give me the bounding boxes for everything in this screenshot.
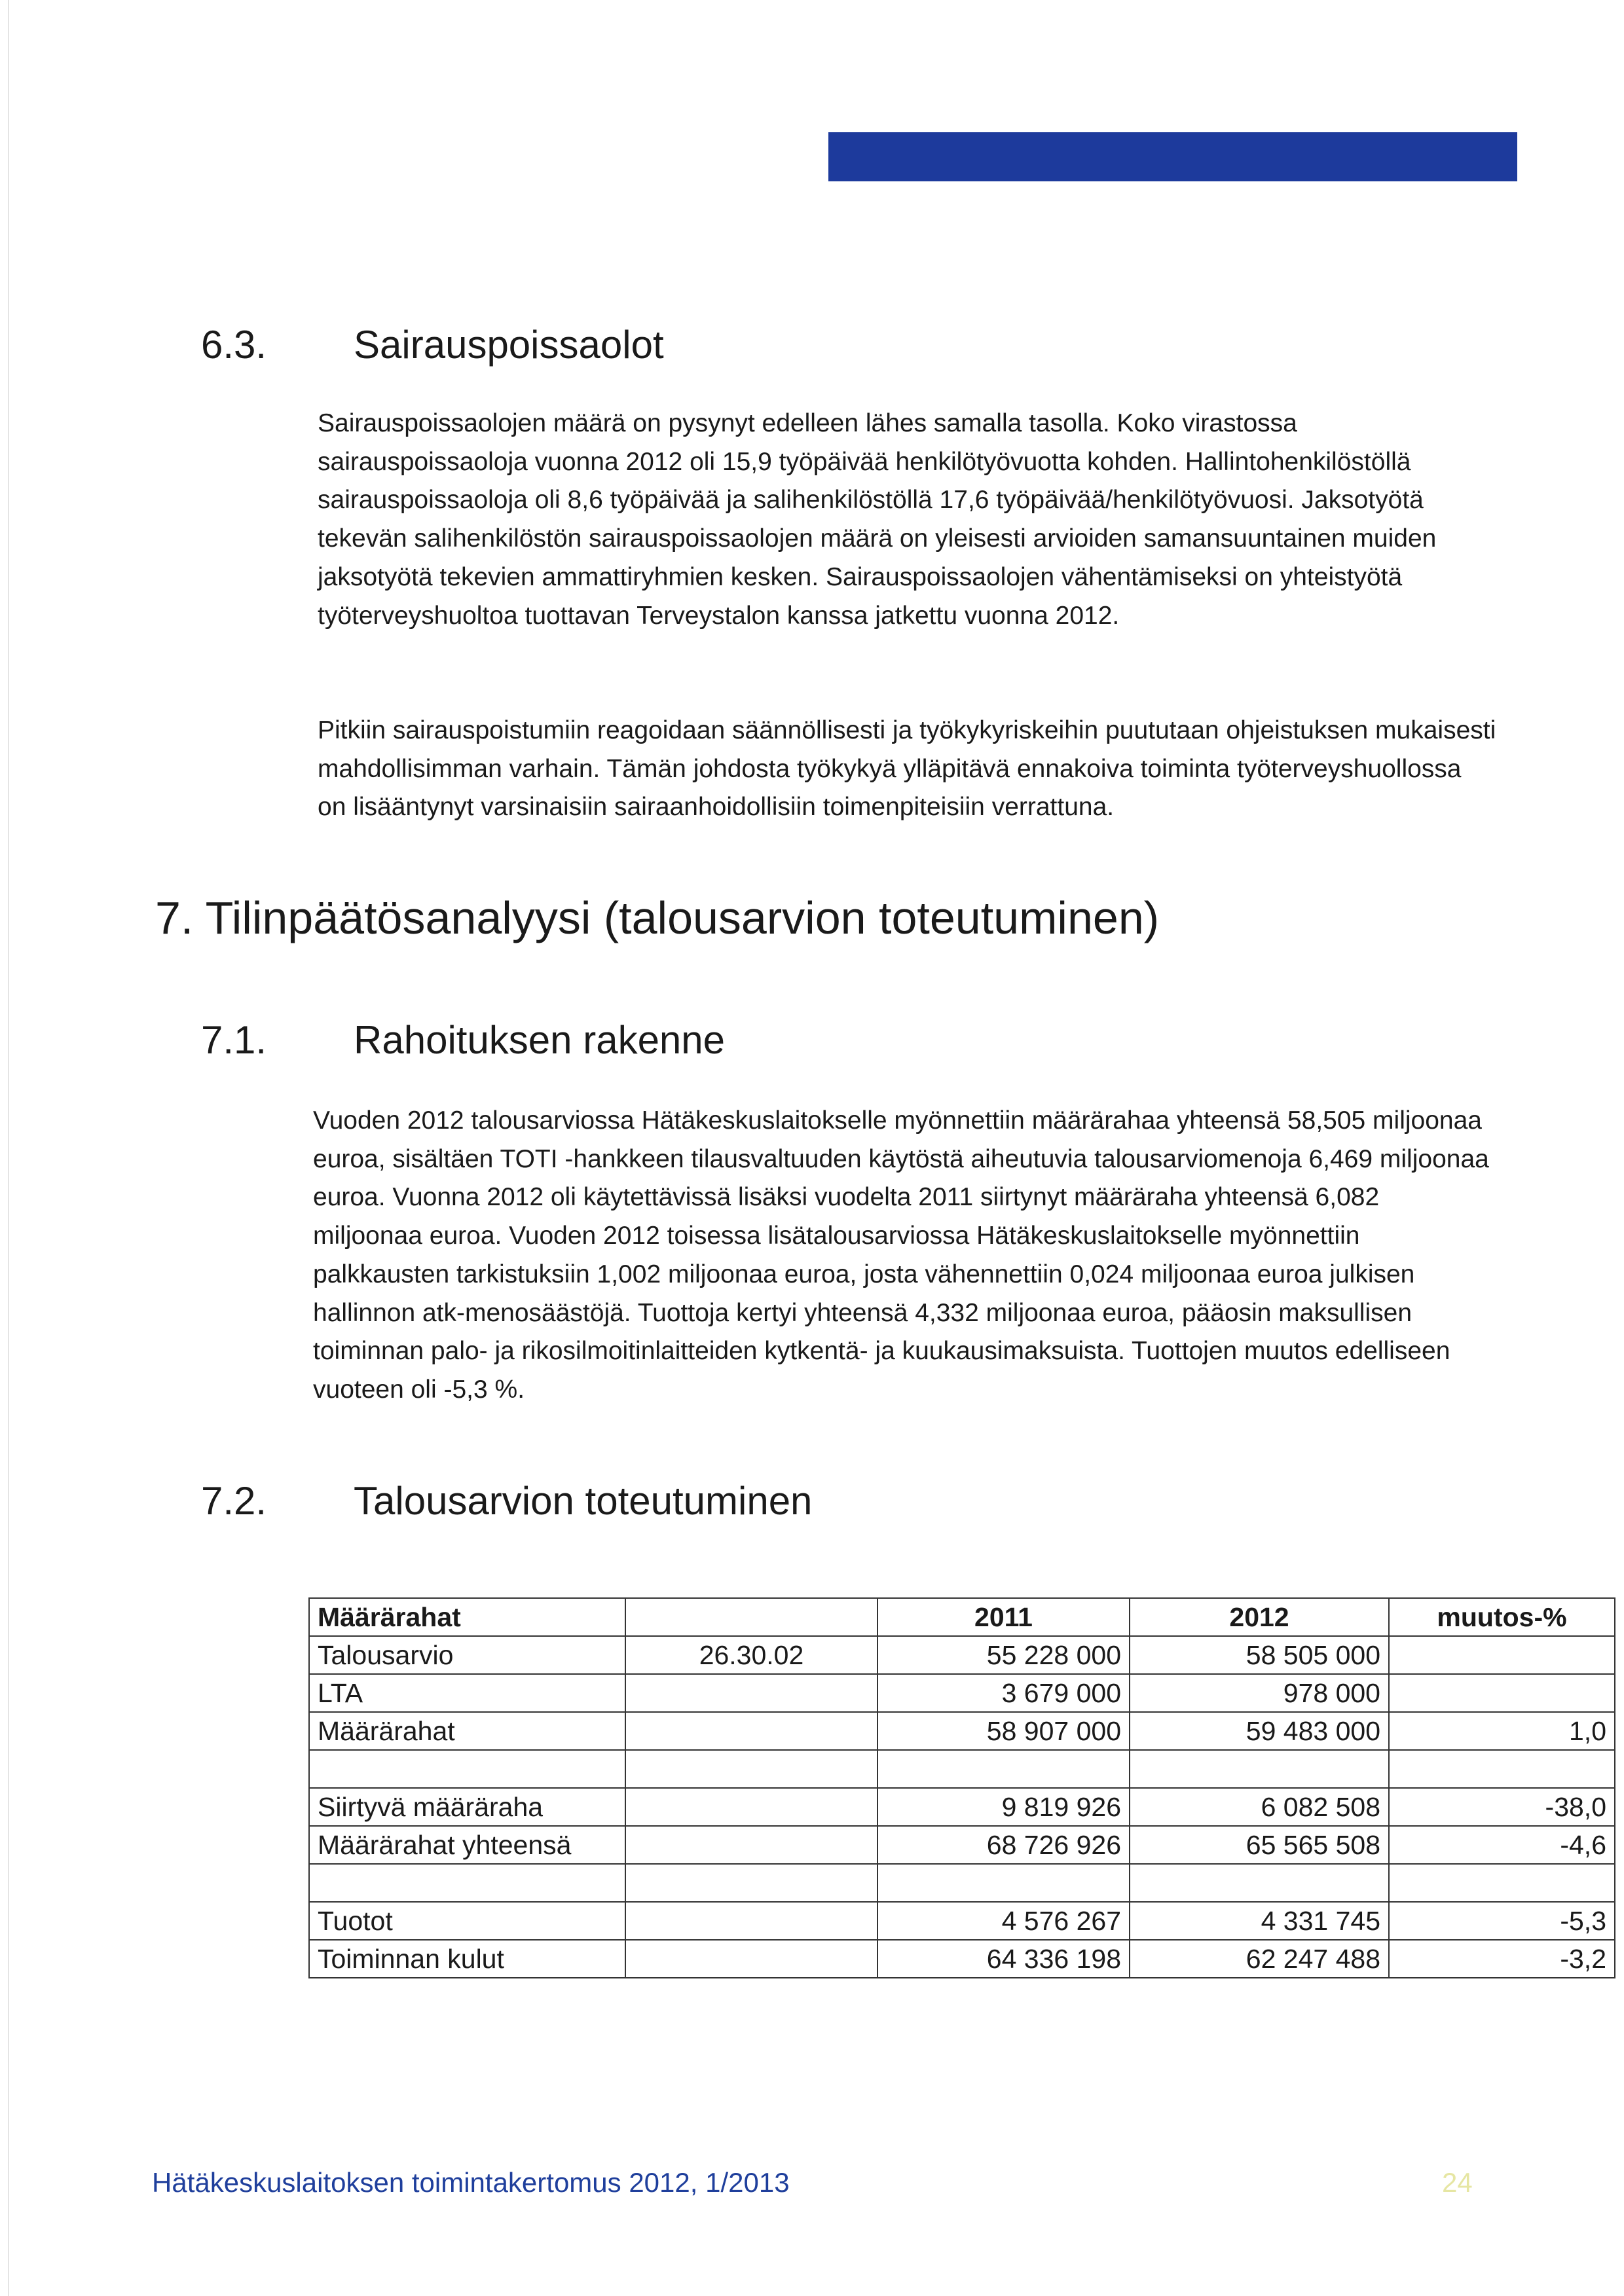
table-cell: 3 679 000 [877,1674,1130,1712]
table-row-empty [309,1750,1615,1788]
header-cell: muutos-% [1389,1598,1615,1636]
table-cell: 1,0 [1389,1712,1615,1750]
section-number: 6.3. [201,323,267,367]
table-cell: 58 505 000 [1130,1636,1389,1674]
table-cell: 62 247 488 [1130,1940,1389,1978]
table-row [309,1788,1615,1826]
table-cell [1130,1864,1389,1902]
table-cell [877,1864,1130,1902]
row-label [309,1750,625,1788]
page-number: 24 [1442,2167,1473,2198]
section-number: 7.1. [201,1018,267,1062]
section-title: Talousarvion toteutuminen [354,1479,813,1523]
table-row-empty [309,1864,1615,1902]
table-cell [1389,1750,1615,1788]
table-cell: -3,2 [1389,1940,1615,1978]
table-cell [625,1826,877,1864]
table-cell [625,1788,877,1826]
table-row [309,1826,1615,1864]
header-band [828,132,1517,181]
table-cell: -4,6 [1389,1826,1615,1864]
table-cell [1130,1750,1389,1788]
table-cell [625,1902,877,1940]
table-cell: 59 483 000 [1130,1712,1389,1750]
section-title: Rahoituksen rakenne [354,1018,726,1062]
row-label: Määrärahat [309,1712,625,1750]
row-label: Määrärahat yhteensä [309,1826,625,1864]
table-cell [625,1674,877,1712]
table-cell [877,1750,1130,1788]
table-cell [1389,1636,1615,1674]
row-label: Talousarvio [309,1636,625,1674]
page-edge-line [8,0,9,2296]
row-label: Siirtyvä määräraha [309,1788,625,1826]
table-header-row [309,1598,1615,1636]
table-cell: 58 907 000 [877,1712,1130,1750]
table-cell: 55 228 000 [877,1636,1130,1674]
table-cell: 68 726 926 [877,1826,1130,1864]
table-cell: 64 336 198 [877,1940,1130,1978]
table-cell [625,1940,877,1978]
table-cell: -5,3 [1389,1902,1615,1940]
table-cell [1389,1864,1615,1902]
budget-table [308,1597,1615,1978]
header-cell: 2011 [877,1598,1130,1636]
row-label: Toiminnan kulut [309,1940,625,1978]
row-label [309,1864,625,1902]
table-cell [625,1712,877,1750]
table-cell: 26.30.02 [625,1636,877,1674]
sick-leave-paragraph-1: Sairauspoissaolojen määrä on pysynyt edelleen lähes samalla tasolla. Koko virastossa sairauspoissaoloja vuonna 2012 oli 15,9 työpäivää henkilötyövuotta kohden. Hallintohenkilöstöllä sairauspoissaoloja oli 8,6 työpäivää ja salihenkilöstöllä 17,6 työpäivää/henkilötyövuosi. Jaksotyötä tekevän salihenkilöstön sairauspoissaolojen määrä on yleisesti arvioiden samansuuntainen muiden jaksotyötä tekevien ammattiryhmien kesken. Sairauspoissaolojen vähentämiseksi on yhteistyötä työterveyshuoltoa tuottavan Terveystalon kanssa jatkettu vuonna 2012. [318,409,1437,630]
row-label: LTA [309,1674,625,1712]
table-row [309,1712,1615,1750]
table-cell: 4 331 745 [1130,1902,1389,1940]
table-row [309,1674,1615,1712]
table-cell: 6 082 508 [1130,1788,1389,1826]
table-cell: 978 000 [1130,1674,1389,1712]
table-cell [625,1750,877,1788]
table-row [309,1902,1615,1940]
header-cell: 2012 [1130,1598,1389,1636]
table-cell [1389,1674,1615,1712]
chapter-7-heading: 7. Tilinpäätösanalyysi (talousarvion toteutuminen) [155,892,1160,943]
footer-document-title: Hätäkeskuslaitoksen toimintakertomus 2012, 1/2013 [152,2167,790,2198]
table-cell: -38,0 [1389,1788,1615,1826]
table-row [309,1636,1615,1674]
funding-paragraph: Vuoden 2012 talousarviossa Hätäkeskuslaitokselle myönnettiin määrärahaa yhteensä 58,505 miljoonaa euroa, sisältäen TOTI -hankkeen tilausvaltuuden käytöstä aiheutuvia talousarviomenoja 6,469 miljoonaa euroa. Vuonna 2012 oli käytettävissä lisäksi vuodelta 2011 siirtynyt määräraha yhteensä 6,082 miljoonaa euroa. Vuoden 2012 toisessa lisätalousarviossa Hätäkeskuslaitokselle myönnettiin palkkausten tarkistuksiin 1,002 miljoonaa euroa, josta vähennettiin 0,024 miljoonaa euroa julkisen hallinnon atk-menosäästöjä. Tuottoja kertyi yhteensä 4,332 miljoonaa euroa, pääosin maksullisen toiminnan palo- ja rikosilmoitinlaitteiden kytkentä- ja kuukausimaksuista. Tuottojen muutos edelliseen vuoteen oli -5,3 %. [313,1106,1489,1404]
sick-leave-paragraph-2: Pitkiin sairauspoistumiin reagoidaan säännöllisesti ja työkykyriskeihin puututaan ohjeistuksen mukaisesti mahdollisimman varhain. Tämän johdosta työkykyä ylläpitävä ennakoiva toiminta työterveyshuollossa on lisääntynyt varsinaisiin sairaanhoidollisiin toimenpiteisiin verrattuna. [318,716,1496,822]
table-cell: 9 819 926 [877,1788,1130,1826]
table-row [309,1940,1615,1978]
table-cell [625,1864,877,1902]
table-cell: 4 576 267 [877,1902,1130,1940]
row-label: Tuotot [309,1902,625,1940]
section-number: 7.2. [201,1479,267,1523]
header-cell: Määrärahat [309,1598,625,1636]
section-title: Sairauspoissaolot [354,323,664,367]
header-cell [625,1598,877,1636]
table-cell: 65 565 508 [1130,1826,1389,1864]
